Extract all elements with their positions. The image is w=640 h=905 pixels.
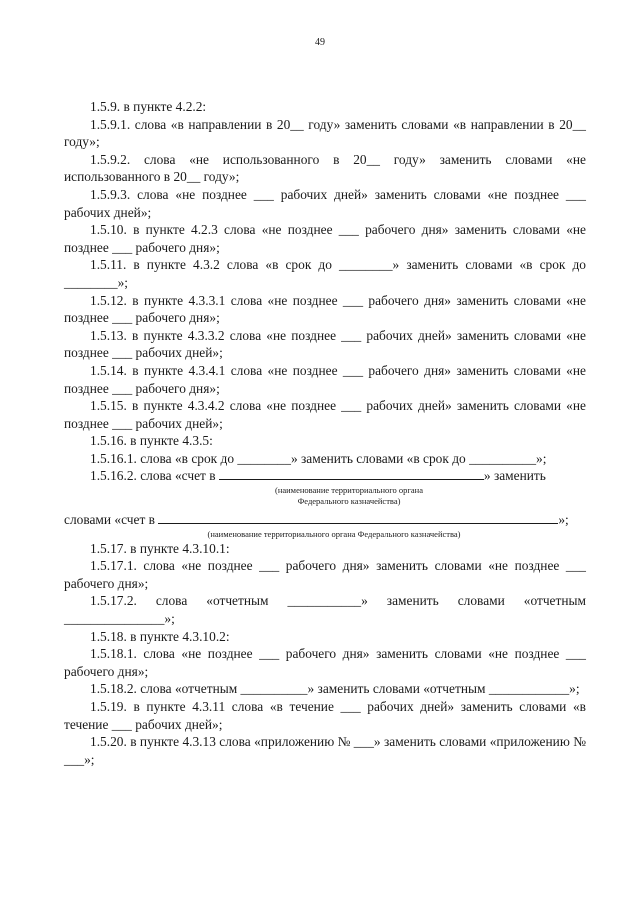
list-item: 1.5.10. в пункте 4.2.3 слова «не позднее ___ рабочего дня» заменить словами «не позднее ___ рабочего дня»; [64, 222, 586, 255]
list-item: 1.5.18.1. слова «не позднее ___ рабочего дня» заменить словами «не позднее ___ рабочего дня»; [64, 646, 586, 679]
list-item: 1.5.18. в пункте 4.3.10.2: [90, 628, 230, 644]
list-item: 1.5.9.1. слова «в направлении в 20__ году» заменить словами «в направлении в 20__ году»; [64, 116, 586, 150]
list-item-lead: 1.5.16.2. слова «счет в [90, 468, 216, 484]
page-number: 49 [315, 37, 325, 48]
list-item: 1.5.11. в пункте 4.3.2 слова «в срок до ________» заменить словами «в срок до ________»; [64, 257, 586, 290]
list-item: 1.5.17. в пункте 4.3.10.1: [90, 540, 230, 556]
list-item-account-continued [64, 511, 586, 529]
list-item: 1.5.18.2. слова «отчетным __________» заменить словами «отчетным ____________»; [90, 681, 580, 697]
list-item: 1.5.9.3. слова «не позднее ___ рабочих дней» заменить словами «не позднее ___ рабочих дней»; [64, 186, 586, 220]
blank-line [158, 511, 558, 524]
field-caption: (наименование территориального органа Федерального казначейства) [207, 528, 461, 539]
list-item-lead: словами «счет в [64, 512, 155, 528]
list-item: 1.5.17.2. слова «отчетным ___________» заменить словами «отчетным _______________»; [64, 593, 586, 627]
list-item-tail: »; [558, 512, 569, 528]
list-item: 1.5.9. в пункте 4.2.2: [90, 99, 207, 114]
list-item: 1.5.9.2. слова «не использованного в 20__ году» заменить словами «не использованного в 20__ году»; [64, 151, 586, 185]
document-body [64, 98, 586, 768]
list-item: 1.5.17.1. слова «не позднее ___ рабочего дня» заменить словами «не позднее ___ рабочего дня»; [64, 558, 586, 591]
list-item: 1.5.13. в пункте 4.3.3.2 слова «не позднее ___ рабочих дней» заменить словами «не позднее ___ рабочих дней»; [64, 327, 586, 361]
list-item: 1.5.12. в пункте 4.3.3.1 слова «не позднее ___ рабочего дня» заменить словами «не позднее ___ рабочего дня»; [64, 292, 586, 326]
list-item-tail: » заменить [483, 468, 546, 484]
list-item: 1.5.19. в пункте 4.3.11 слова «в течение ___ рабочих дней» заменить словами «в течение ___ рабочих дней»; [64, 699, 586, 732]
list-item: 1.5.16.1. слова «в срок до ________» заменить словами «в срок до __________»; [90, 450, 547, 466]
list-item: 1.5.14. в пункте 4.3.4.1 слова «не позднее ___ рабочего дня» заменить словами «не позднее ___ рабочего дня»; [64, 362, 586, 396]
list-item: 1.5.15. в пункте 4.3.4.2 слова «не позднее ___ рабочих дней» заменить словами «не позднее ___ рабочих дней»; [64, 398, 586, 431]
list-item-account [64, 467, 586, 485]
list-item: 1.5.20. в пункте 4.3.13 слова «приложению № ___» заменить словами «приложению № ___»; [64, 734, 586, 767]
blank-line [219, 467, 484, 480]
field-caption: (наименование территориального органа Федерального казначейства) [274, 485, 423, 507]
list-item: 1.5.16. в пункте 4.3.5: [90, 433, 213, 449]
